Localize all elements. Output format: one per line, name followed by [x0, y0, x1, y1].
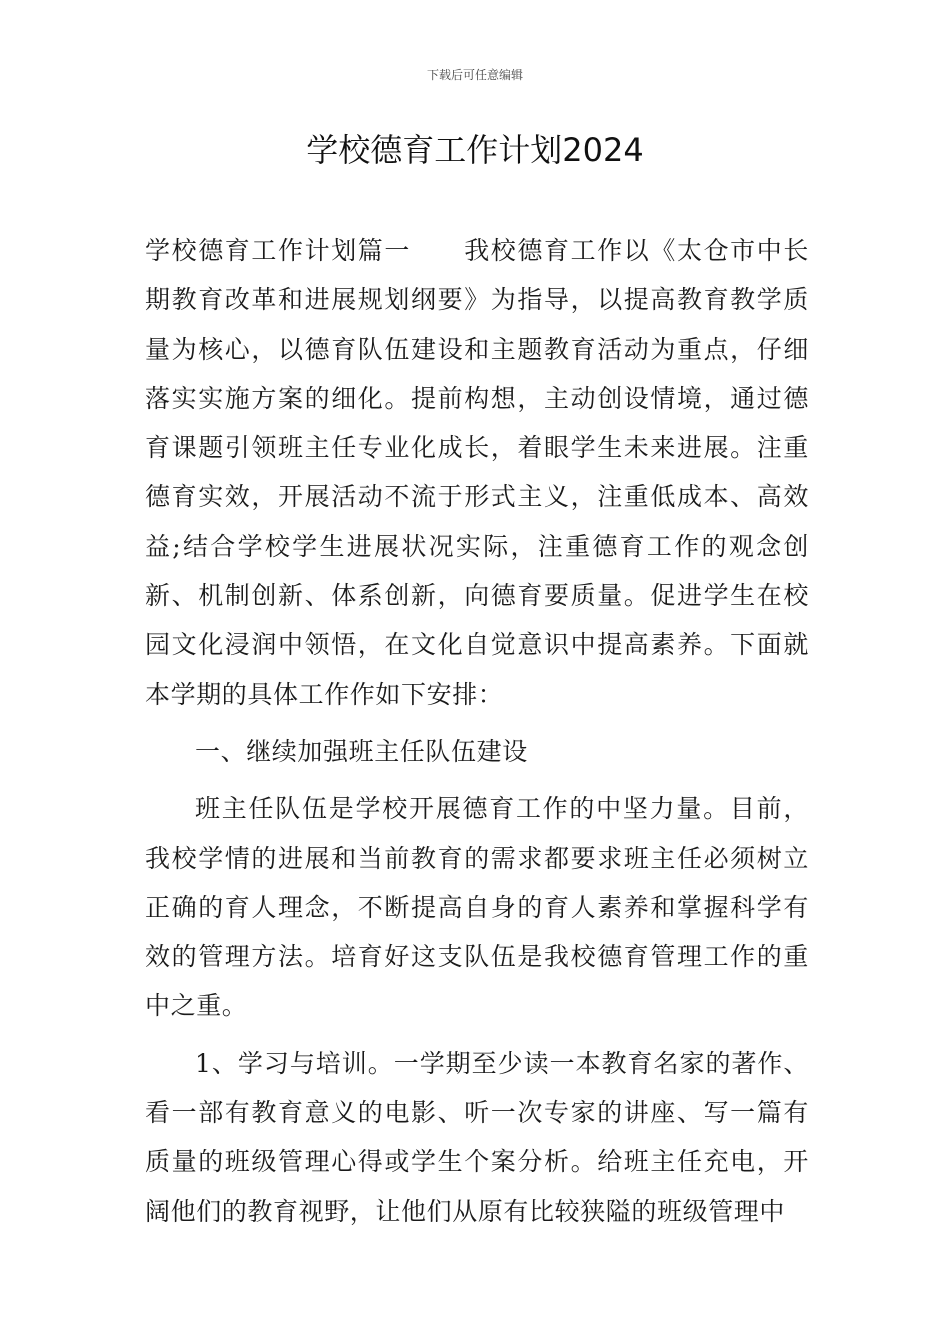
section-heading-1: 一、继续加强班主任队伍建设	[195, 736, 528, 766]
header-note: 下载后可任意编辑	[426, 68, 523, 82]
document-body	[145, 226, 809, 1236]
document-title: 学校德育工作计划2024	[306, 131, 644, 169]
list-item-study-training: 1、学习与培训。一学期至少读一本教育名家的著作、看一部有教育意义的电影、听一次专家的讲座、写一篇有质量的班级管理心得或学生个案分析。给班主任充电，开阔他们的教育视野，让他们从原有比较狭隘的班级管理中	[145, 1048, 809, 1226]
section-paragraph-1: 班主任队伍是学校开展德育工作的中坚力量。目前，我校学情的进展和当前教育的需求都要求班主任必须树立正确的育人理念，不断提高自身的育人素养和掌握科学有效的管理方法。培育好这支队伍是我校德育管理工作的重中之重。	[145, 794, 809, 1021]
intro-paragraph: 学校德育工作计划篇一 我校德育工作以《太仓市中长期教育改革和进展规划纲要》为指导，以提高教育教学质量为核心，以德育队伍建设和主题教育活动为重点，仔细落实实施方案的细化。提前构想，主动创设情境，通过德育课题引领班主任专业化成长，着眼学生未来进展。注重德育实效，开展活动不流于形式主义，注重低成本、高效益;结合学校学生进展状况实际，注重德育工作的观念创新、机制创新、体系创新，向德育要质量。促进学生在校园文化浸润中领悟，在文化自觉意识中提高素养。下面就本学期的具体工作作如下安排：	[145, 236, 809, 709]
